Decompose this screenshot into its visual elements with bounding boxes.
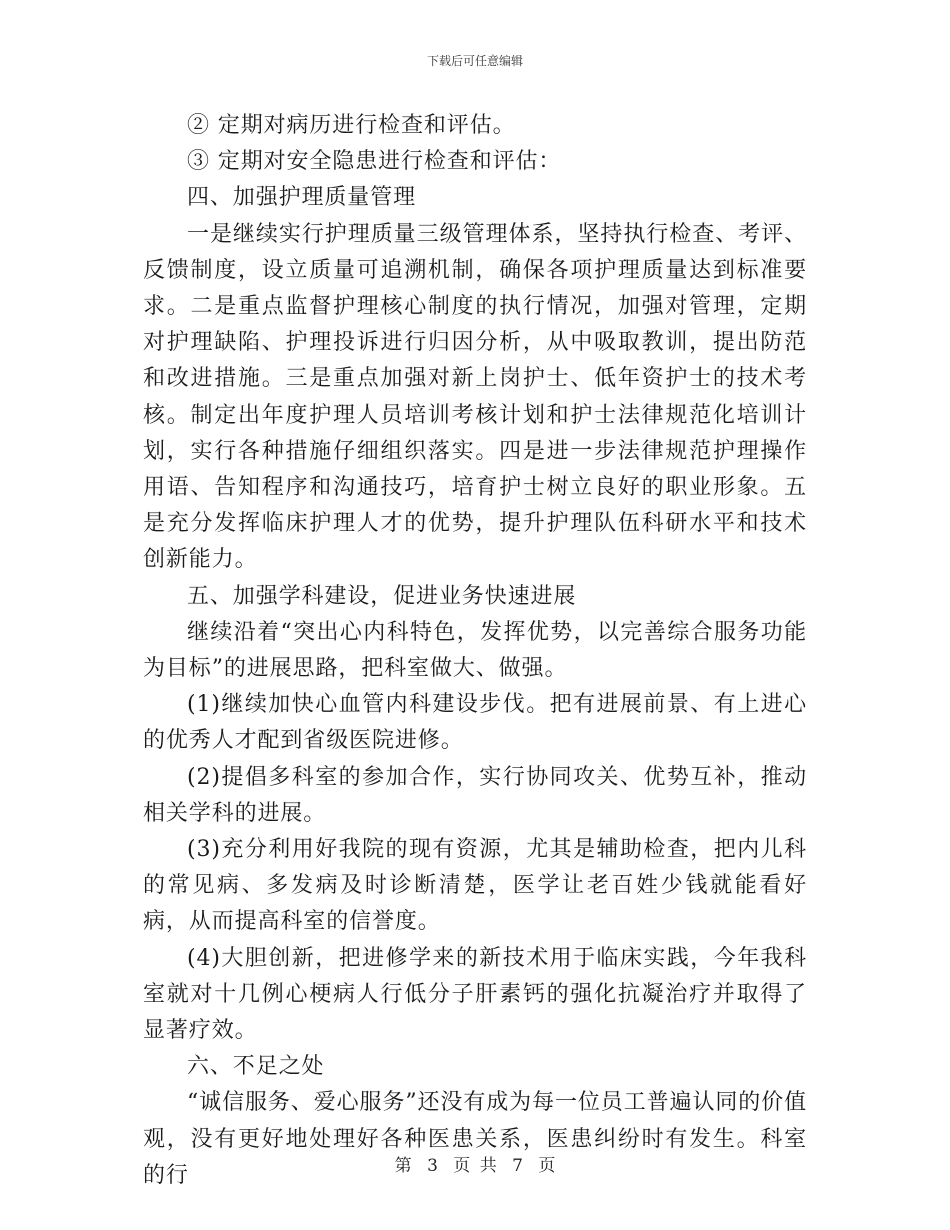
numbered-item-1: (1)继续加快心血管内科建设步伐。把有进展前景、有上进心的优秀人才配到省级医院进修。 bbox=[143, 692, 807, 754]
footer-suffix: 页 bbox=[538, 1156, 556, 1176]
numbered-item-3: (3)充分利用好我院的现有资源，尤其是辅助检查，把内儿科的常见病、多发病及时诊断清楚，医学让老百姓少钱就能看好病，从而提高科室的信誉度。 bbox=[143, 837, 807, 935]
current-page-number: 3 bbox=[427, 1156, 438, 1176]
page-header-note: 下载后可任意编辑 bbox=[426, 54, 523, 68]
section-heading-6: 六、不足之处 bbox=[187, 1054, 325, 1080]
list-item-2: ② 定期对病历进行检查和评估。 bbox=[187, 113, 516, 138]
list-item-3: ③ 定期对安全隐患进行检查和评估： bbox=[187, 149, 562, 175]
page-number-footer bbox=[0, 1155, 950, 1177]
section-heading-5: 五、加强学科建设，促进业务快速进展 bbox=[187, 583, 577, 609]
numbered-item-4: (4)大胆创新，把进修学来的新技术用于临床实践，今年我科室就对十几例心梗病人行低分子肝素钙的强化抗凝治疗并取得了显著疗效。 bbox=[143, 945, 807, 1044]
body-paragraph: 一是继续实行护理质量三级管理体系，坚持执行检查、考评、反馈制度，设立质量可追溯机制，确保各项护理质量达到标准要求。二是重点监督护理核心制度的执行情况，加强对管理，定期对护理缺陷、护理投诉进行归因分析，从中吸取教训，提出防范和改进措施。三是重点加强对新上岗护士、低年资护士的技术考核。制定出年度护理人员培训考核计划和护士法律规范化培训计划，实行各种措施仔细组织落实。四是进一步法律规范护理操作用语、告知程序和沟通技巧，培育护士树立良好的职业形象。五是充分发挥临床护理人才的优势，提升护理队伍科研水平和技术创新能力。 bbox=[143, 221, 807, 573]
footer-middle: 页 共 bbox=[453, 1156, 497, 1176]
numbered-item-2: (2)提倡多科室的参加合作，实行协同攻关、优势互补，推动相关学科的进展。 bbox=[143, 764, 807, 826]
footer-prefix: 第 bbox=[394, 1156, 412, 1176]
body-paragraph: 继续沿着“突出心内科特色，发挥优势，以完善综合服务功能为目标”的进展思路，把科室做大、做强。 bbox=[143, 619, 807, 682]
section-heading-4: 四、加强护理质量管理 bbox=[187, 185, 417, 211]
total-page-count: 7 bbox=[512, 1156, 523, 1176]
body-paragraph: “诚信服务、爱心服务”还没有成为每一位员工普遍认同的价值观，没有更好地处理好各种医患关系，医患纠纷时有发生。科室的行 bbox=[143, 1090, 807, 1188]
document-body bbox=[143, 108, 807, 1194]
